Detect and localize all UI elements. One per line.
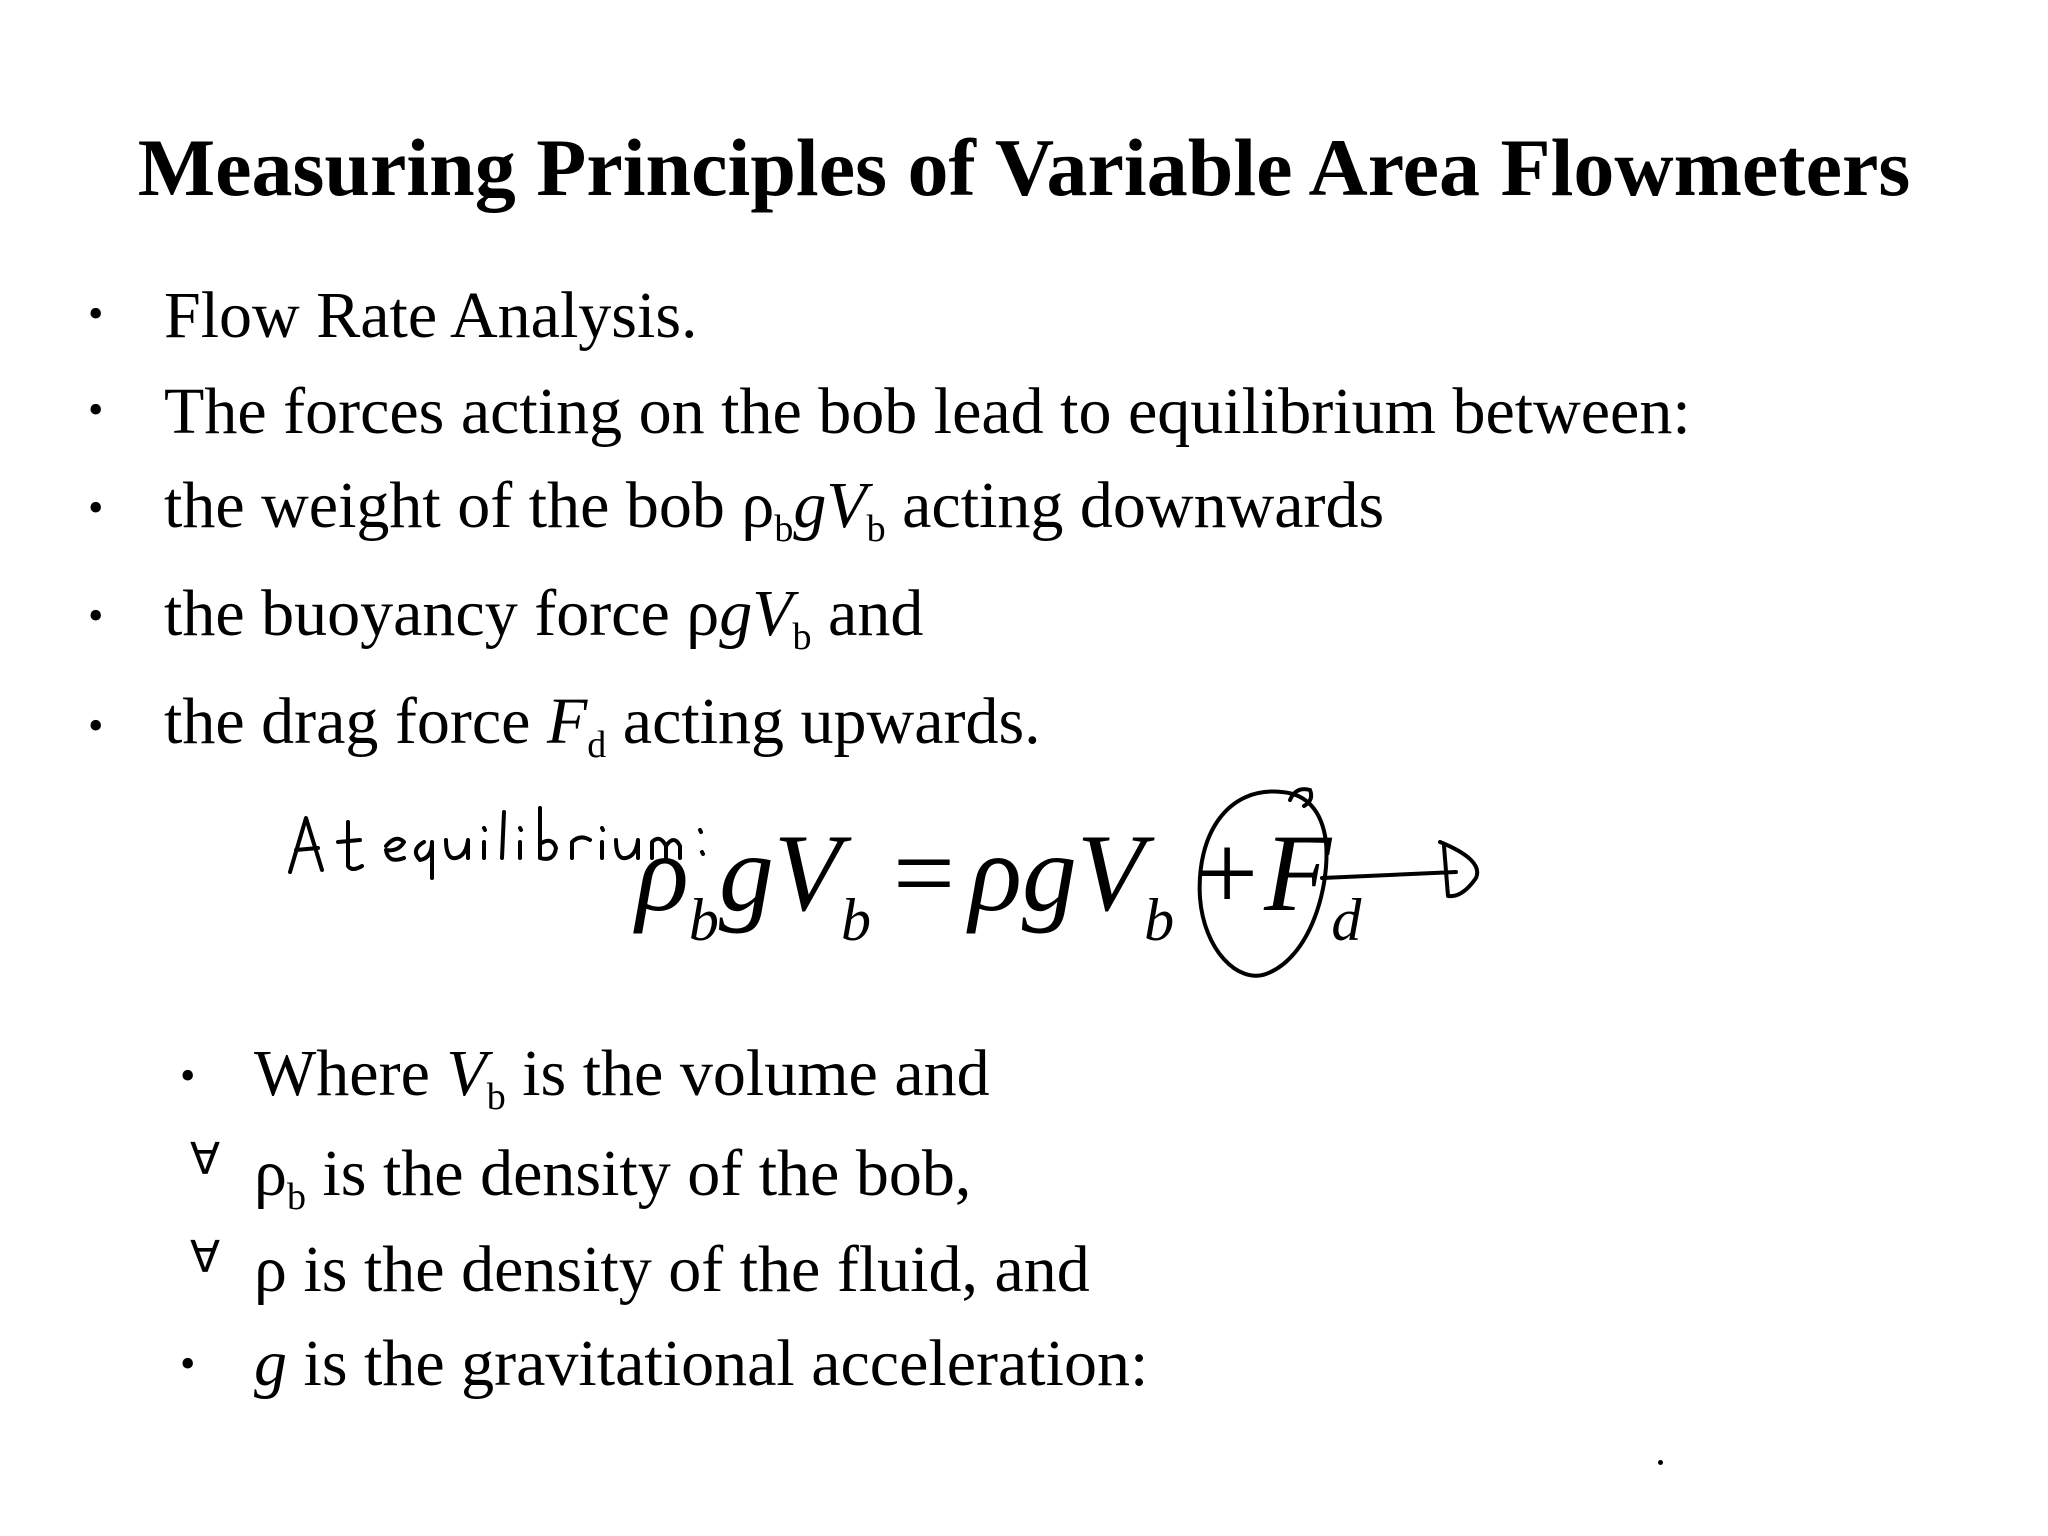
- footer-mark: [1658, 1460, 1663, 1465]
- rho-subscript: b: [286, 1176, 306, 1218]
- definition-text-post: is the gravitational acceleration:: [287, 1327, 1149, 1400]
- v-subscript: b: [486, 1076, 506, 1118]
- definition-text-pre: Where: [254, 1037, 447, 1110]
- f-subscript: d: [587, 724, 607, 766]
- v-symbol: V: [826, 469, 867, 542]
- definition-bob-density: [254, 1136, 971, 1235]
- bullet-marker: •: [88, 483, 104, 532]
- eq-lhs-rho: ρ: [636, 812, 689, 934]
- eq-rhs-g: g: [1021, 812, 1077, 934]
- definition-gravity: [254, 1326, 1148, 1402]
- equilibrium-equation: [636, 808, 1361, 985]
- bullet-text: The forces acting on the bob lead to equilibrium between:: [164, 375, 1691, 448]
- bullet-flow-rate-analysis: [164, 278, 698, 354]
- rho-symbol: ρ: [686, 577, 720, 650]
- eq-rhs-v: V: [1076, 812, 1145, 934]
- bullet-drag-force: [164, 684, 1041, 783]
- g-symbol: g: [254, 1327, 287, 1400]
- eq-lhs-rho-subscript: b: [688, 887, 719, 953]
- bullet-text-pre: the drag force: [164, 685, 547, 758]
- bullet-text-post: acting upwards.: [606, 685, 1041, 758]
- slide-title: Measuring Principles of Variable Area Flowmeters: [137, 122, 1911, 213]
- fd-question-mark: [1290, 789, 1311, 806]
- bullet-text-pre: the buoyancy force: [164, 577, 687, 650]
- v-subscript: b: [792, 616, 812, 658]
- definition-volume: [254, 1036, 990, 1135]
- forall-marker: ∀: [190, 1134, 221, 1185]
- g-symbol: g: [719, 577, 753, 650]
- f-symbol: F: [546, 685, 588, 758]
- bullet-marker: •: [88, 701, 104, 750]
- bullet-text-pre: the weight of the bob: [164, 469, 742, 542]
- eq-plus: +: [1196, 812, 1259, 934]
- rho-symbol: ρ: [254, 1233, 287, 1306]
- eq-f: F: [1264, 812, 1332, 934]
- definition-text-post: is the density of the bob,: [305, 1137, 972, 1210]
- bullet-text-post: acting downwards: [885, 469, 1385, 542]
- bullet-marker: •: [88, 289, 104, 338]
- g-symbol: g: [793, 469, 827, 542]
- bullet-text: Flow Rate Analysis.: [164, 279, 698, 352]
- definition-marker: •: [180, 1051, 196, 1100]
- rho-subscript: b: [774, 508, 794, 550]
- definition-marker: •: [180, 1339, 196, 1388]
- v-subscript: b: [866, 508, 886, 550]
- eq-f-subscript: d: [1331, 887, 1362, 953]
- bullet-text-post: and: [811, 577, 924, 650]
- bullet-forces-equilibrium: [164, 374, 1691, 450]
- eq-equals: =: [893, 812, 956, 934]
- eq-rhs-v-subscript: b: [1144, 887, 1175, 953]
- v-symbol: V: [752, 577, 793, 650]
- eq-lhs-v-subscript: b: [841, 887, 872, 953]
- rho-symbol: ρ: [254, 1137, 287, 1210]
- forall-marker: ∀: [190, 1232, 221, 1283]
- rho-symbol: ρ: [741, 469, 775, 542]
- definition-text-post: is the volume and: [505, 1037, 990, 1110]
- eq-lhs-v: V: [773, 812, 842, 934]
- definition-text-post: is the density of the fluid, and: [286, 1233, 1090, 1306]
- bullet-buoyancy-force: [164, 576, 923, 675]
- bullet-marker: •: [88, 591, 104, 640]
- bullet-marker: •: [88, 385, 104, 434]
- v-symbol: V: [446, 1037, 487, 1110]
- eq-rhs-rho: ρ: [969, 812, 1022, 934]
- bullet-weight-of-bob: [164, 468, 1384, 567]
- eq-lhs-g: g: [718, 812, 774, 934]
- definition-fluid-density: [254, 1232, 1090, 1308]
